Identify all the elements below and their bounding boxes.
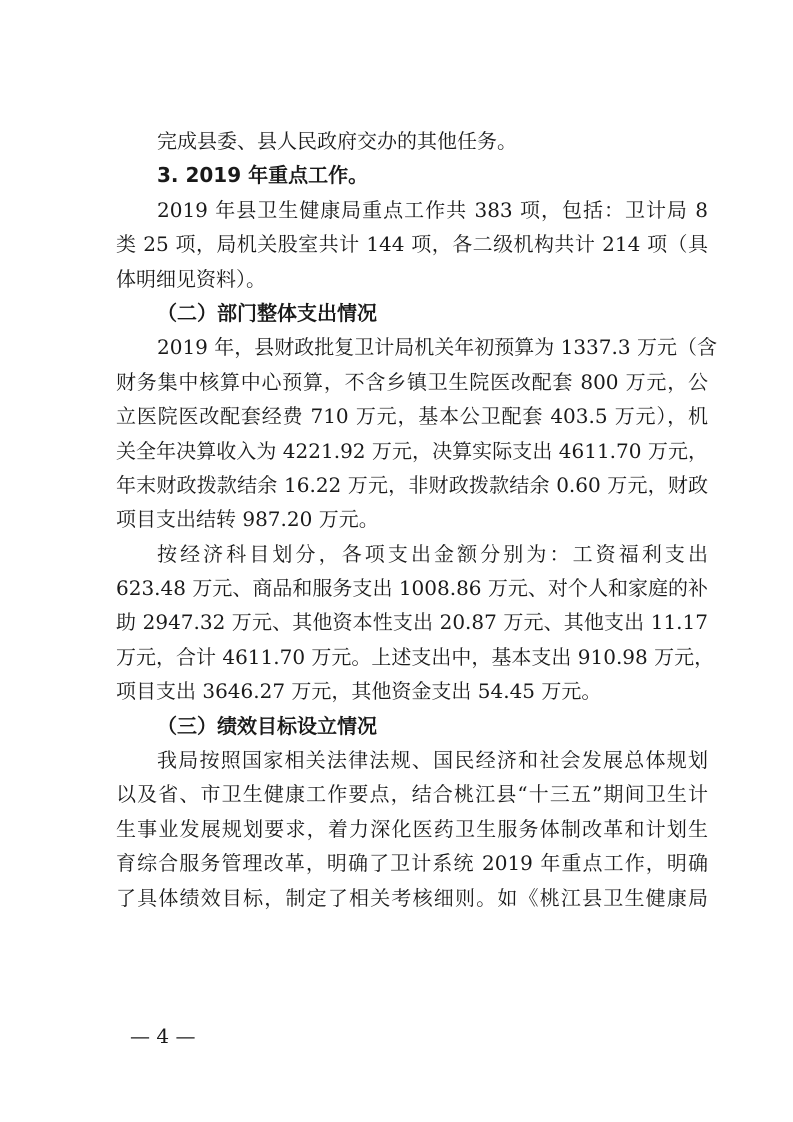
paragraph-line: 财务集中核算中心预算，不含乡镇卫生院医改配套 800 万元，公 xyxy=(116,369,708,394)
section-heading-key-work: 3. 2019 年重点工作。 xyxy=(157,163,369,188)
paragraph-line: 2019 年县卫生健康局重点工作共 383 项，包括：卫计局 8 xyxy=(157,197,708,222)
paragraph-line: 了具体绩效目标，制定了相关考核细则。如《桃江县卫生健康局 xyxy=(116,885,708,910)
paragraph-line: 体明细见资料）。 xyxy=(116,266,266,291)
paragraph-line: 623.48 万元、商品和服务支出 1008.86 万元、对个人和家庭的补 xyxy=(116,576,708,601)
paragraph-line: 关全年决算收入为 4221.92 万元，决算实际支出 4611.70 万元， xyxy=(116,438,708,463)
section-heading-performance-goals: （三）绩效目标设立情况 xyxy=(157,713,377,738)
paragraph-line: 我局按照国家相关法律法规、国民经济和社会发展总体规划 xyxy=(157,748,708,773)
paragraph-line: 2019 年，县财政批复卫计局机关年初预算为 1337.3 万元（含 xyxy=(157,335,717,360)
paragraph-line: 助 2947.32 万元、其他资本性支出 20.87 万元、其他支出 11.17 xyxy=(116,610,708,635)
paragraph-line: 万元，合计 4611.70 万元。上述支出中，基本支出 910.98 万元， xyxy=(116,644,715,669)
paragraph-line: 年末财政拨款结余 16.22 万元，非财政拨款结余 0.60 万元，财政 xyxy=(116,472,708,497)
paragraph-line: 完成县委、县人民政府交办的其他任务。 xyxy=(157,129,517,153)
paragraph-line: 立医院医改配套经费 710 万元，基本公卫配套 403.5 万元），机 xyxy=(116,404,708,429)
section-heading-expenditure: （二）部门整体支出情况 xyxy=(157,300,377,325)
page-number: — 4 — xyxy=(130,1024,196,1048)
paragraph-line: 项目支出结转 987.20 万元。 xyxy=(116,507,379,532)
paragraph-line: 生事业发展规划要求，着力深化医药卫生服务体制改革和计划生 xyxy=(116,816,708,841)
paragraph-line: 类 25 项，局机关股室共计 144 项，各二级机构共计 214 项（具 xyxy=(116,232,708,257)
paragraph-line: 按经济科目划分，各项支出金额分别为：工资福利支出 xyxy=(157,541,708,566)
paragraph-line: 以及省、市卫生健康工作要点，结合桃江县“十三五”期间卫生计 xyxy=(116,782,708,807)
paragraph-line: 育综合服务管理改革，明确了卫计系统 2019 年重点工作，明确 xyxy=(116,851,708,876)
paragraph-line: 项目支出 3646.27 万元，其他资金支出 54.45 万元。 xyxy=(116,679,602,704)
document-body xyxy=(116,124,717,915)
